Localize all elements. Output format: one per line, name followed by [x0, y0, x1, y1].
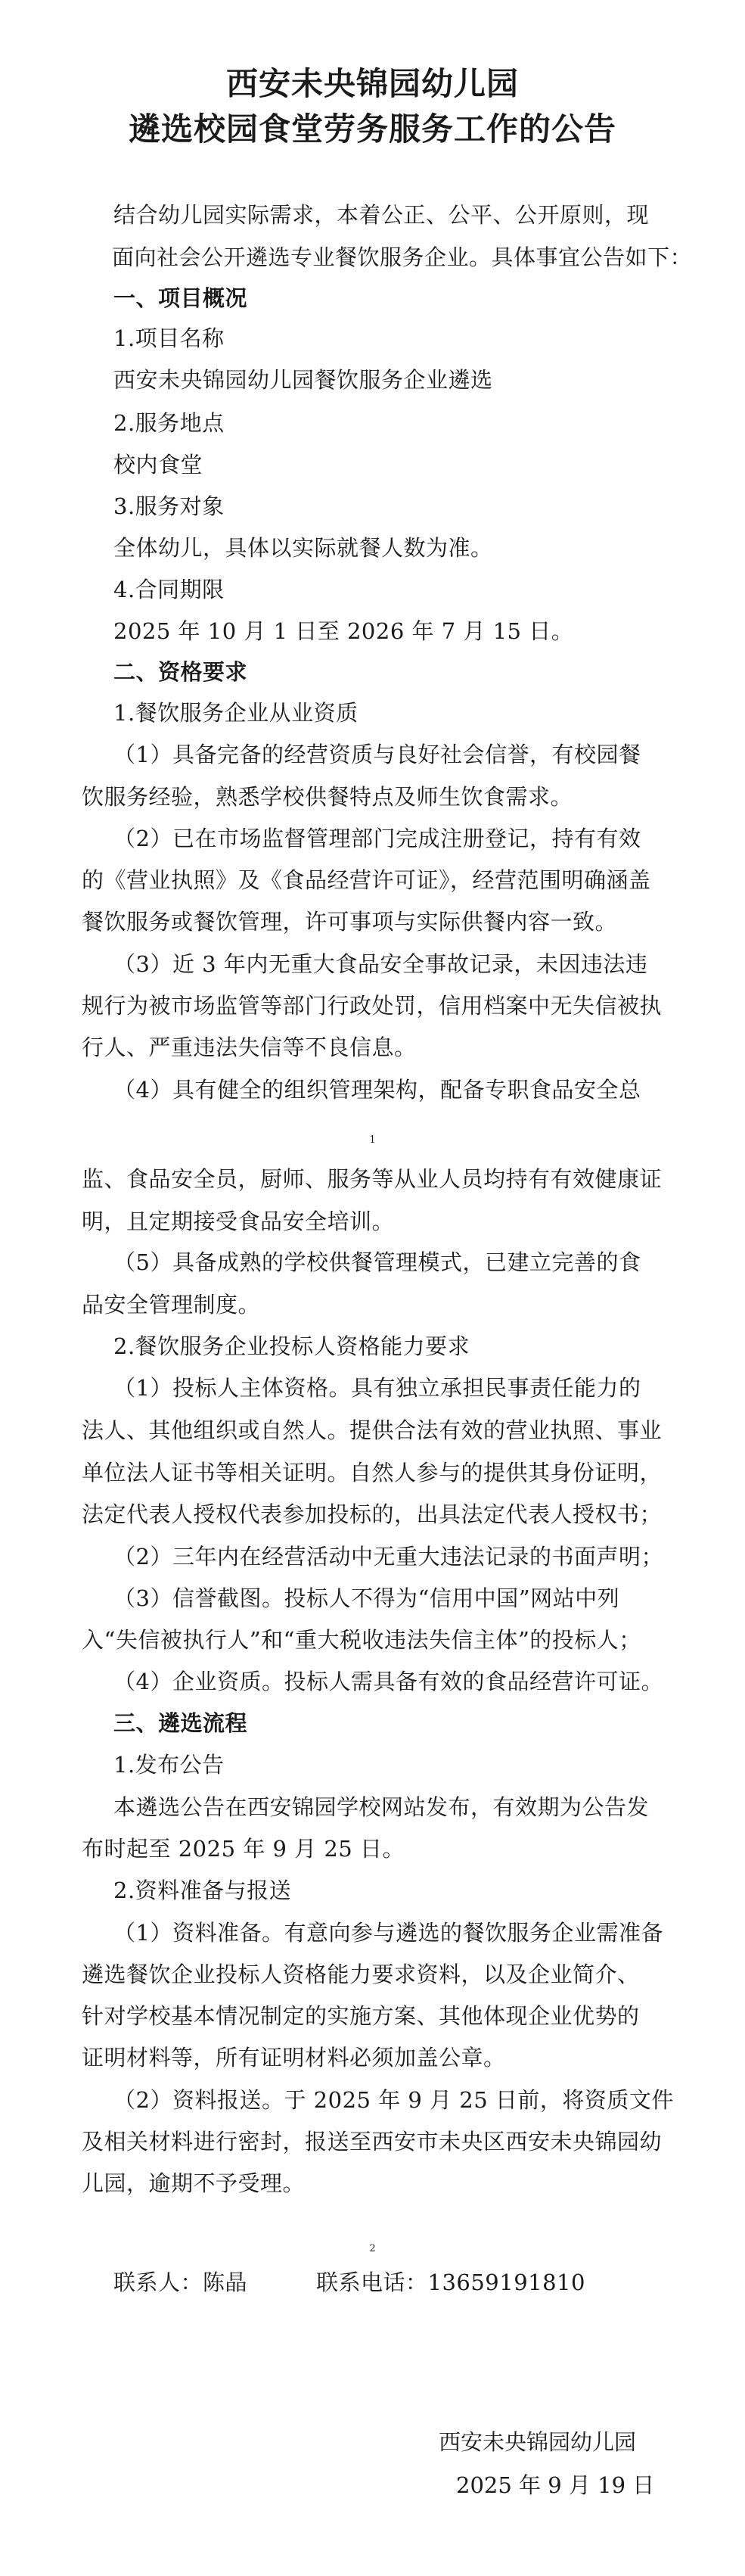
text-line: 监、食品安全员，厨师、服务等从业人员均持有有效健康证	[82, 1166, 663, 1192]
text-line: 遴选餐饮企业投标人资格能力要求资料，以及企业简介、	[82, 1962, 640, 1987]
subsection-heading: 1.餐饮服务企业从业资质	[113, 700, 359, 726]
item-label: 4.合同期限	[113, 577, 225, 602]
section-heading: 二、资格要求	[113, 659, 248, 685]
section-heading: 一、项目概况	[113, 285, 248, 311]
text-line: 本遴选公告在西安锦园学校网站发布，有效期为公告发	[113, 1794, 650, 1820]
text-line: 明，且定期接受食品安全培训。	[82, 1209, 395, 1234]
item-value: 校内食堂	[113, 452, 203, 478]
text-line: 儿园，逾期不予受理。	[82, 2170, 306, 2196]
text-line: 证明材料等，所有证明材料必须加盖公章。	[82, 2045, 506, 2070]
text-line: （3）近 3 年内无重大食品安全事故记录，未因违法违	[113, 951, 648, 977]
text-line: （2）三年内在经营活动中无重大违法记录的书面声明；	[113, 1544, 663, 1570]
contact-phone: 联系电话：13659191810	[316, 2270, 585, 2295]
item-label: 1.项目名称	[113, 325, 225, 351]
item-value: 2025 年 10 月 1 日至 2026 年 7 月 15 日。	[113, 618, 574, 644]
subsection-heading: 1.发布公告	[113, 1752, 225, 1778]
text-line: （5）具备成熟的学校供餐管理模式，已建立完善的食	[113, 1249, 641, 1275]
item-label: 2.服务地点	[113, 410, 225, 436]
text-line: 入“失信被执行人”和“重大税收违法失信主体”的投标人；	[82, 1627, 641, 1653]
text-line: 品安全管理制度。	[82, 1292, 261, 1318]
item-label: 3.服务对象	[113, 493, 225, 519]
text-line: 行人、严重违法失信等不良信息。	[82, 1034, 417, 1060]
subsection-heading: 2.资料准备与报送	[113, 1878, 292, 1903]
text-line: （1）具备完备的经营资质与良好社会信誉，有校园餐	[113, 742, 641, 767]
text-line: 单位法人证书等相关证明。自然人参与的提供其身份证明，	[82, 1460, 663, 1486]
text-line: （1）资料准备。有意向参与遴选的餐饮服务企业需准备	[113, 1920, 663, 1946]
text-line: 法人、其他组织或自然人。提供合法有效的营业执照、事业	[82, 1417, 663, 1443]
text-line: （2）已在市场监督管理部门完成注册登记，持有有效	[113, 826, 641, 851]
intro-line: 面向社会公开遴选专业餐饮服务企业。具体事宜公告如下：	[112, 244, 693, 270]
page-number: 2	[369, 2243, 376, 2254]
title-line-1: 西安未央锦园幼儿园	[225, 65, 519, 102]
text-line: （4）企业资质。投标人需具备有效的食品经营许可证。	[113, 1669, 663, 1694]
text-line: 针对学校基本情况制定的实施方案、其他体现企业优势的	[82, 2003, 640, 2029]
signature-date: 2025 年 9 月 19 日	[456, 2472, 655, 2498]
item-value: 西安未央锦园幼儿园餐饮服务企业遴选	[113, 367, 493, 393]
page-number: 1	[369, 1134, 376, 1146]
signature-org: 西安未央锦园幼儿园	[439, 2429, 637, 2455]
text-line: 饮服务经验，熟悉学校供餐特点及师生饮食需求。	[82, 784, 573, 810]
text-line: （4）具有健全的组织管理架构，配备专职食品安全总	[113, 1077, 641, 1103]
text-line: （2）资料报送。于 2025 年 9 月 25 日前，将资质文件	[113, 2087, 674, 2113]
text-line: 法定代表人授权代表参加投标的，出具法定代表人授权书；	[82, 1501, 663, 1527]
text-line: 及相关材料进行密封，报送至西安市未央区西安未央锦园幼	[82, 2129, 663, 2154]
subsection-heading: 2.餐饮服务企业投标人资格能力要求	[113, 1333, 470, 1359]
text-line: （1）投标人主体资格。具有独立承担民事责任能力的	[113, 1375, 641, 1401]
text-line: 规行为被市场监管等部门行政处罚，信用档案中无失信被执	[82, 993, 663, 1019]
title-line-2: 遴选校园食堂劳务服务工作的公告	[128, 110, 616, 148]
text-line: 餐饮服务或餐饮管理，许可事项与实际供餐内容一致。	[82, 909, 618, 935]
intro-line: 结合幼儿园实际需求，本着公正、公平、公开原则，现	[113, 202, 650, 228]
item-value: 全体幼儿，具体以实际就餐人数为准。	[113, 535, 493, 561]
section-heading: 三、遴选流程	[113, 1710, 248, 1736]
text-line: （3）信誉截图。投标人不得为“信用中国”网站中列	[113, 1585, 620, 1611]
contact-person: 联系人：陈晶	[113, 2270, 248, 2295]
text-line: 布时起至 2025 年 9 月 25 日。	[82, 1836, 405, 1862]
text-line: 的《营业执照》及《食品经营许可证》，经营范围明确涵盖	[82, 867, 651, 893]
